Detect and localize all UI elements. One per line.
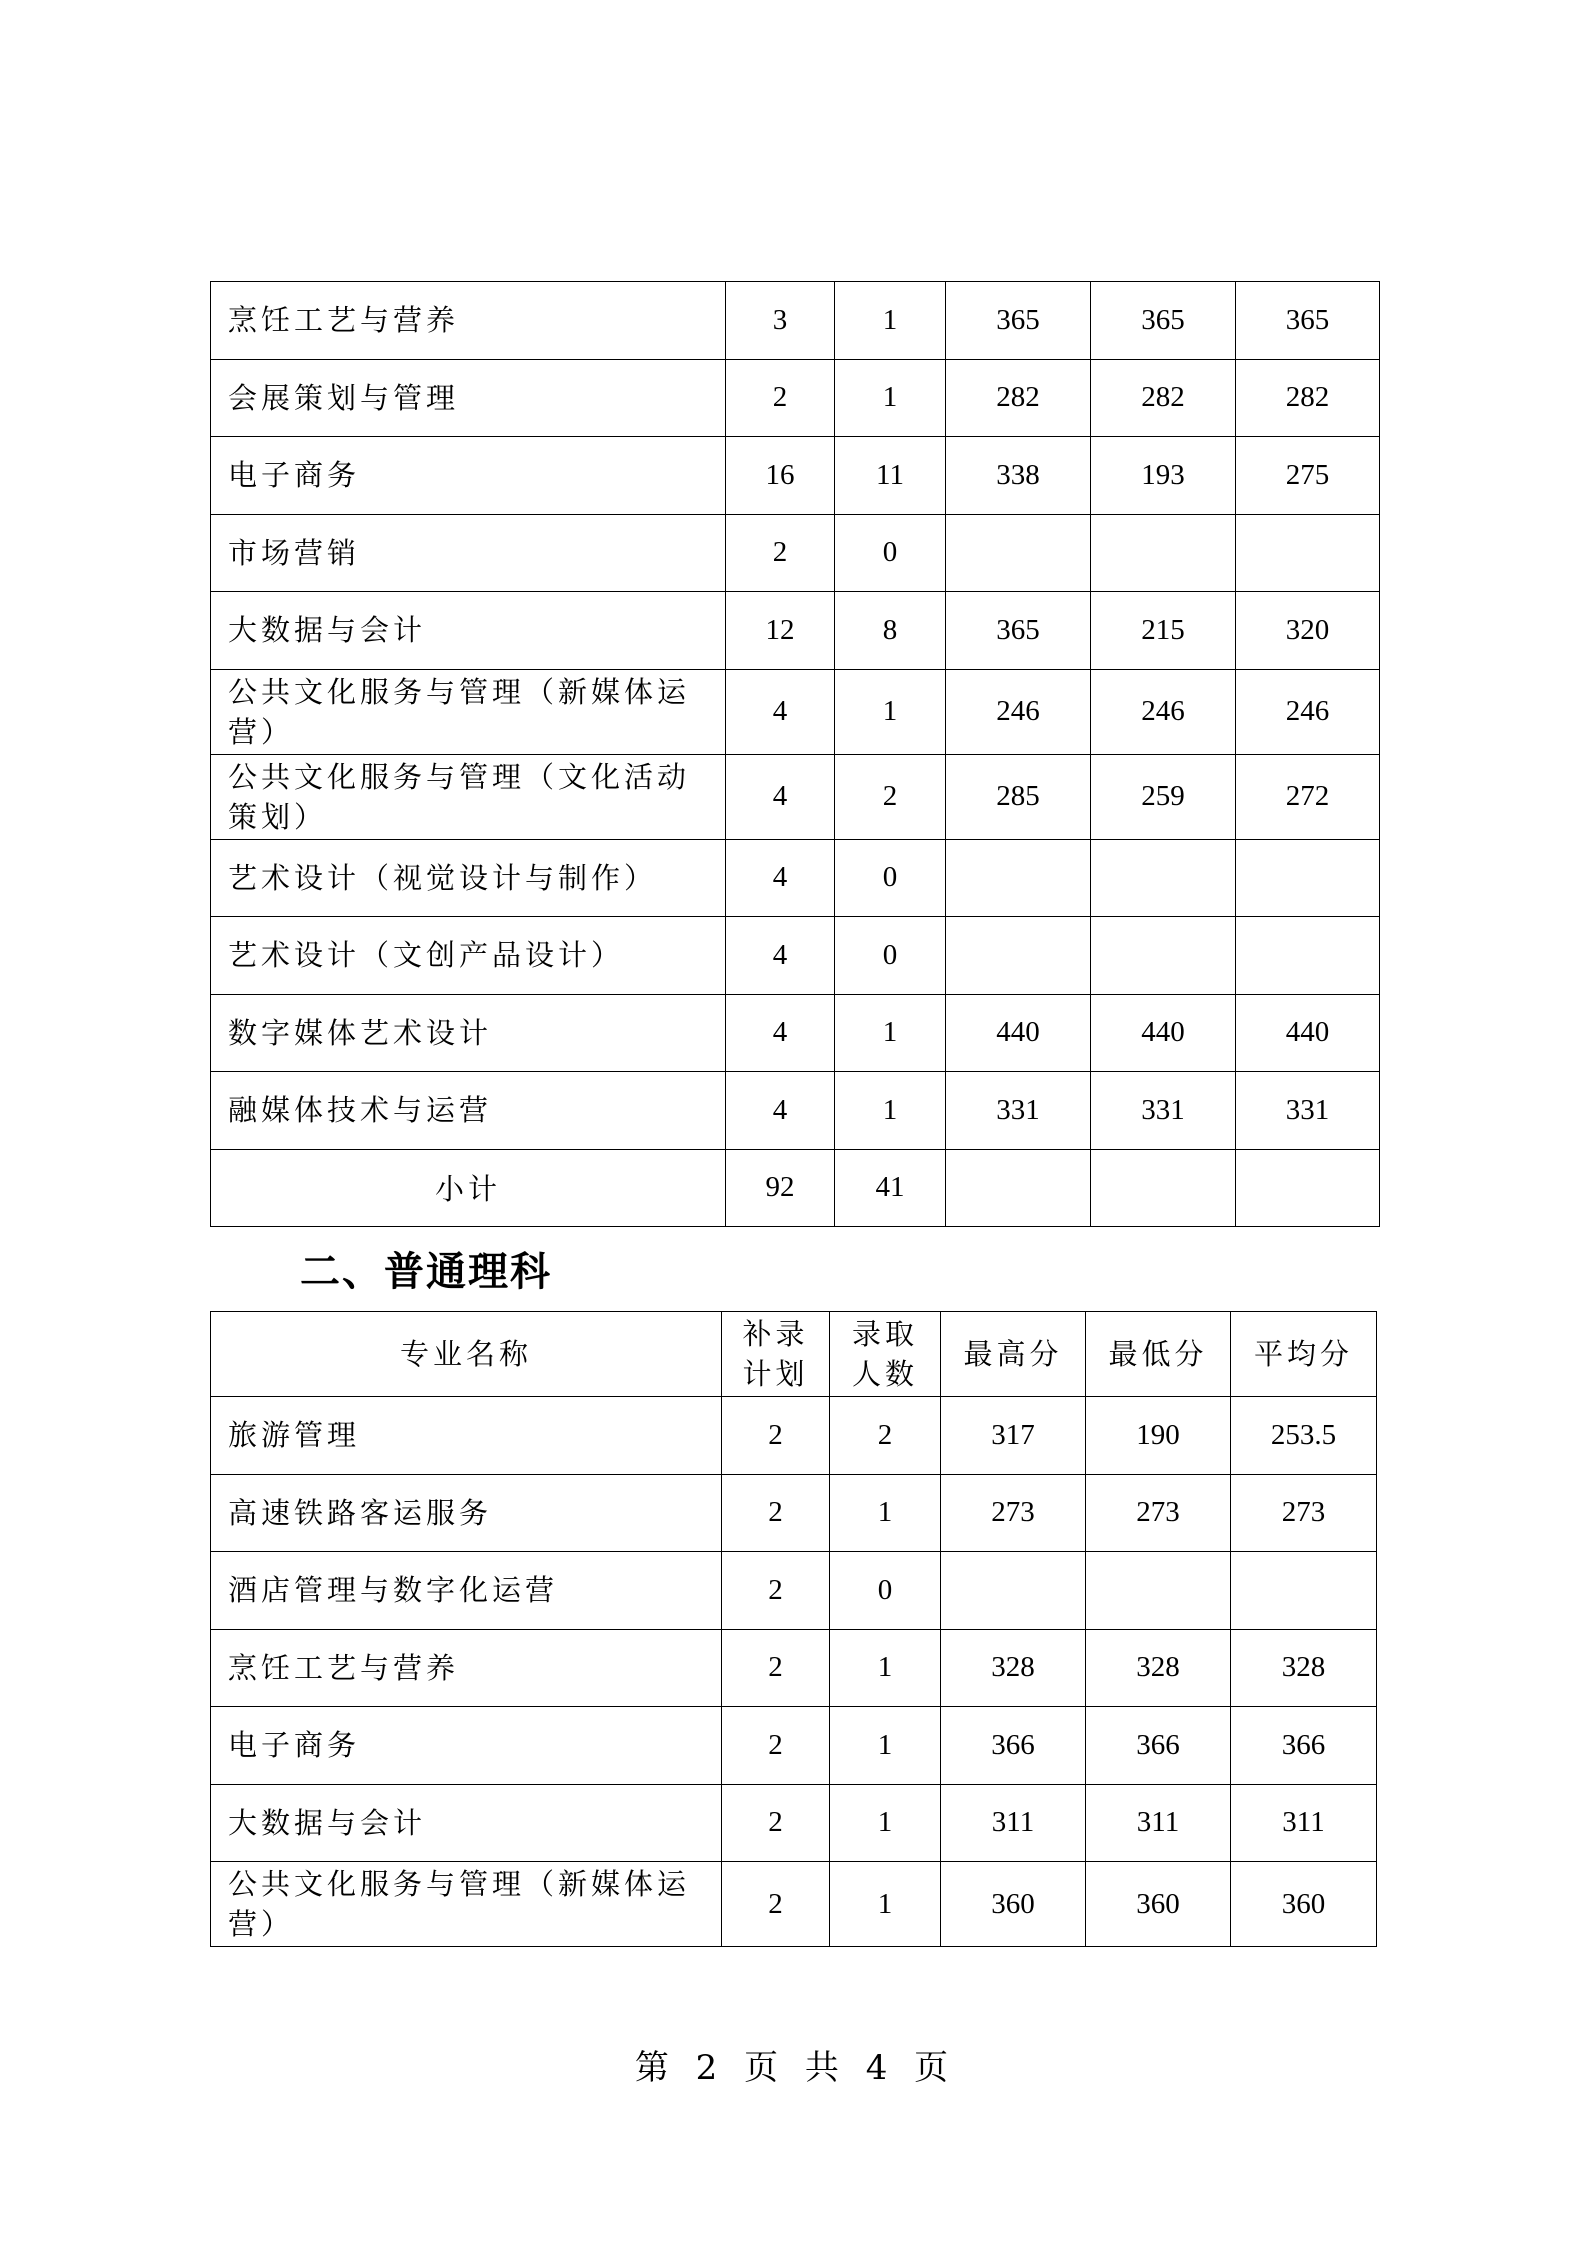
major-name: 烹饪工艺与营养 [211, 282, 726, 360]
plan-count: 12 [726, 592, 835, 670]
header-row [211, 1312, 1377, 1397]
admitted-count: 8 [835, 592, 946, 670]
admitted-count: 1 [830, 1707, 941, 1785]
plan-count: 2 [722, 1552, 830, 1630]
plan-count: 4 [726, 917, 835, 995]
plan-count: 4 [726, 754, 835, 839]
table-row [211, 1397, 1377, 1475]
avg-score: 365 [1236, 282, 1380, 360]
admitted-count: 0 [835, 839, 946, 917]
min-score: 360 [1086, 1862, 1231, 1947]
admitted-count: 1 [835, 282, 946, 360]
min-score: 259 [1091, 754, 1236, 839]
max-score: 273 [941, 1474, 1086, 1552]
admitted-count: 0 [835, 514, 946, 592]
max-score: 246 [946, 669, 1091, 754]
major-name: 电子商务 [211, 437, 726, 515]
header-max-score: 最高分 [941, 1312, 1086, 1397]
plan-count: 4 [726, 839, 835, 917]
min-score: 190 [1086, 1397, 1231, 1475]
table-row [211, 994, 1380, 1072]
avg-score [1236, 514, 1380, 592]
max-score: 328 [941, 1629, 1086, 1707]
admitted-count: 11 [835, 437, 946, 515]
max-score: 366 [941, 1707, 1086, 1785]
min-score: 365 [1091, 282, 1236, 360]
admitted-count: 1 [830, 1629, 941, 1707]
header-plan [722, 1312, 830, 1397]
max-score: 360 [941, 1862, 1086, 1947]
page-footer: 第 2 页 共 4 页 [634, 2048, 953, 2088]
subtotal-avg [1236, 1149, 1380, 1227]
plan-count: 3 [726, 282, 835, 360]
min-score [1091, 917, 1236, 995]
admitted-count: 1 [830, 1474, 941, 1552]
min-score: 215 [1091, 592, 1236, 670]
table-row [211, 839, 1380, 917]
plan-count: 4 [726, 1072, 835, 1150]
min-score: 331 [1091, 1072, 1236, 1150]
plan-count: 2 [726, 514, 835, 592]
table-row [211, 1552, 1377, 1630]
plan-count: 2 [722, 1707, 830, 1785]
table-row [211, 1784, 1377, 1862]
avg-score: 311 [1231, 1784, 1377, 1862]
avg-score: 272 [1236, 754, 1380, 839]
max-score: 311 [941, 1784, 1086, 1862]
avg-score: 366 [1231, 1707, 1377, 1785]
major-name: 公共文化服务与管理（文化活动策划） [211, 754, 726, 839]
subtotal-admitted: 41 [835, 1149, 946, 1227]
header-admitted [830, 1312, 941, 1397]
min-score: 193 [1091, 437, 1236, 515]
header-major-name: 专业名称 [211, 1312, 722, 1397]
avg-score: 360 [1231, 1862, 1377, 1947]
avg-score: 275 [1236, 437, 1380, 515]
max-score [946, 514, 1091, 592]
major-name: 旅游管理 [211, 1397, 722, 1475]
table-row [211, 514, 1380, 592]
avg-score [1231, 1552, 1377, 1630]
avg-score: 328 [1231, 1629, 1377, 1707]
admission-table-1 [210, 281, 1380, 1227]
major-name: 酒店管理与数字化运营 [211, 1552, 722, 1630]
admitted-count: 1 [835, 669, 946, 754]
table-row [211, 1474, 1377, 1552]
table-row [211, 592, 1380, 670]
plan-count: 2 [722, 1862, 830, 1947]
table-row [211, 1629, 1377, 1707]
header-plan-line1: 补录 [742, 1317, 809, 1351]
avg-score [1236, 917, 1380, 995]
plan-count: 2 [722, 1474, 830, 1552]
avg-score: 246 [1236, 669, 1380, 754]
avg-score: 320 [1236, 592, 1380, 670]
table-row [211, 437, 1380, 515]
max-score: 338 [946, 437, 1091, 515]
major-name: 公共文化服务与管理（新媒体运营） [211, 1862, 722, 1947]
admitted-count: 1 [830, 1862, 941, 1947]
header-min-score: 最低分 [1086, 1312, 1231, 1397]
admitted-count: 0 [835, 917, 946, 995]
max-score [946, 917, 1091, 995]
avg-score: 331 [1236, 1072, 1380, 1150]
plan-count: 2 [726, 359, 835, 437]
table-row [211, 1707, 1377, 1785]
major-name: 融媒体技术与运营 [211, 1072, 726, 1150]
major-name: 烹饪工艺与营养 [211, 1629, 722, 1707]
header-admitted-line2: 人数 [851, 1357, 918, 1391]
admitted-count: 1 [835, 994, 946, 1072]
admitted-count: 1 [835, 359, 946, 437]
max-score: 440 [946, 994, 1091, 1072]
major-name: 高速铁路客运服务 [211, 1474, 722, 1552]
admitted-count: 2 [835, 754, 946, 839]
major-name: 大数据与会计 [211, 592, 726, 670]
major-name: 电子商务 [211, 1707, 722, 1785]
major-name: 数字媒体艺术设计 [211, 994, 726, 1072]
table-row [211, 917, 1380, 995]
table-row [211, 754, 1380, 839]
avg-score: 282 [1236, 359, 1380, 437]
max-score [941, 1552, 1086, 1630]
min-score [1086, 1552, 1231, 1630]
min-score: 328 [1086, 1629, 1231, 1707]
table-row [211, 359, 1380, 437]
admission-table-2 [210, 1311, 1377, 1947]
plan-count: 2 [722, 1629, 830, 1707]
admitted-count: 2 [830, 1397, 941, 1475]
major-name: 市场营销 [211, 514, 726, 592]
plan-count: 2 [722, 1397, 830, 1475]
max-score: 317 [941, 1397, 1086, 1475]
max-score: 331 [946, 1072, 1091, 1150]
plan-count: 4 [726, 994, 835, 1072]
table-row [211, 1072, 1380, 1150]
min-score: 282 [1091, 359, 1236, 437]
max-score: 365 [946, 592, 1091, 670]
max-score: 365 [946, 282, 1091, 360]
major-name: 会展策划与管理 [211, 359, 726, 437]
avg-score [1236, 839, 1380, 917]
admitted-count: 1 [835, 1072, 946, 1150]
subtotal-max [946, 1149, 1091, 1227]
admitted-count: 0 [830, 1552, 941, 1630]
plan-count: 2 [722, 1784, 830, 1862]
max-score: 285 [946, 754, 1091, 839]
subtotal-min [1091, 1149, 1236, 1227]
subtotal-label: 小计 [211, 1149, 726, 1227]
min-score: 273 [1086, 1474, 1231, 1552]
min-score [1091, 839, 1236, 917]
major-name: 艺术设计（视觉设计与制作） [211, 839, 726, 917]
avg-score: 440 [1236, 994, 1380, 1072]
avg-score: 273 [1231, 1474, 1377, 1552]
table-row [211, 282, 1380, 360]
subtotal-row [211, 1149, 1380, 1227]
major-name: 艺术设计（文创产品设计） [211, 917, 726, 995]
subtotal-plan: 92 [726, 1149, 835, 1227]
section-heading: 二、普通理科 [300, 1249, 552, 1295]
min-score: 311 [1086, 1784, 1231, 1862]
header-plan-line2: 计划 [742, 1357, 809, 1391]
min-score: 366 [1086, 1707, 1231, 1785]
header-avg-score: 平均分 [1231, 1312, 1377, 1397]
min-score [1091, 514, 1236, 592]
admitted-count: 1 [830, 1784, 941, 1862]
max-score: 282 [946, 359, 1091, 437]
plan-count: 4 [726, 669, 835, 754]
avg-score: 253.5 [1231, 1397, 1377, 1475]
table-row [211, 669, 1380, 754]
min-score: 440 [1091, 994, 1236, 1072]
max-score [946, 839, 1091, 917]
header-admitted-line1: 录取 [851, 1317, 918, 1351]
table-row [211, 1862, 1377, 1947]
min-score: 246 [1091, 669, 1236, 754]
major-name: 大数据与会计 [211, 1784, 722, 1862]
plan-count: 16 [726, 437, 835, 515]
major-name: 公共文化服务与管理（新媒体运营） [211, 669, 726, 754]
